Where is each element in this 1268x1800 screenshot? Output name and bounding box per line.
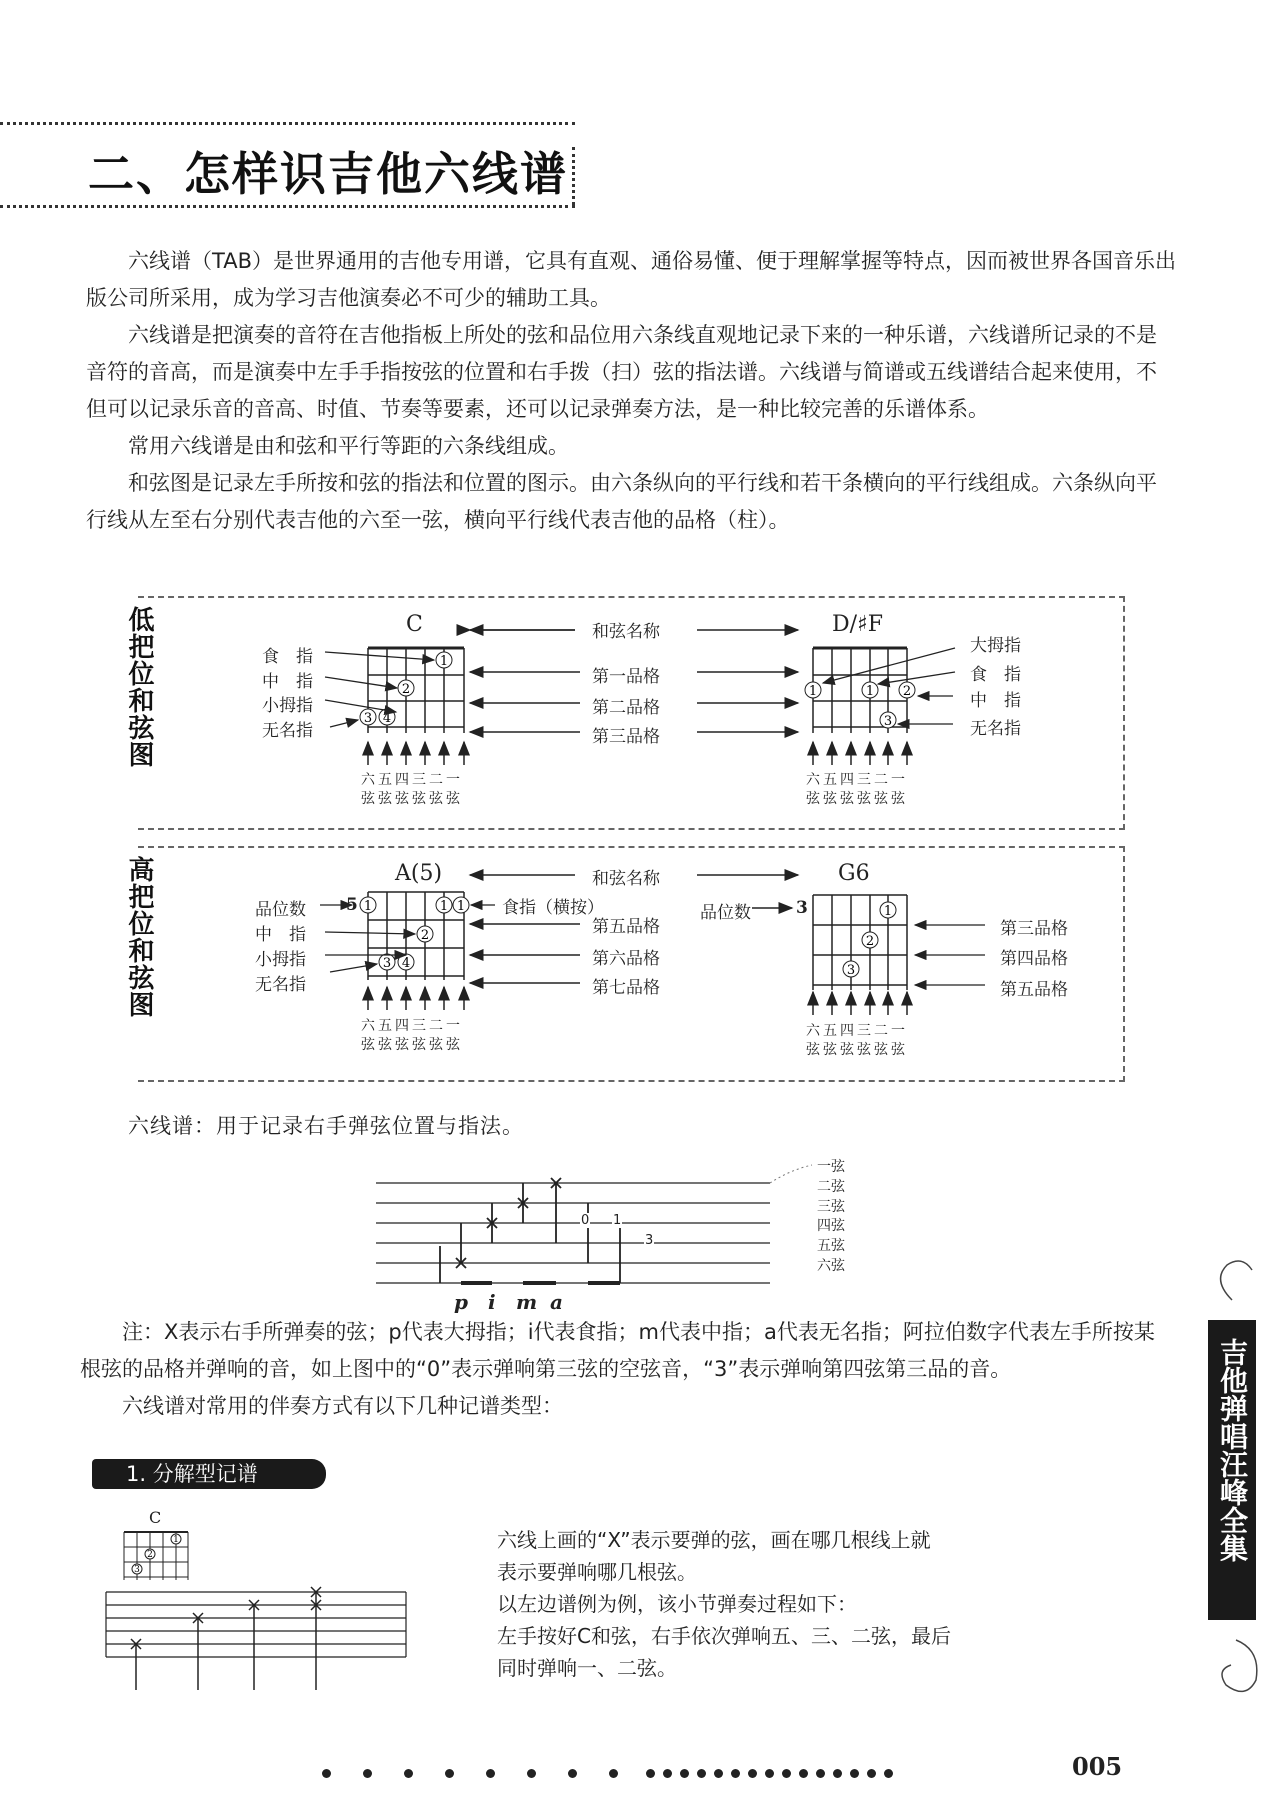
svg-text:4: 4: [401, 956, 411, 971]
fret-number-left: 5: [346, 895, 358, 915]
high-right-fret-2: 第五品格: [1000, 980, 1068, 1000]
svg-text:4: 4: [382, 711, 392, 726]
intro-paragraph-1: 六线谱（TAB）是世界通用的吉他专用谱，它具有直观、通俗易懂、便于理解掌握等特点，因而被世界各国音乐出版公司所采用，成为学习吉他演奏必不可少的辅助工具。: [86, 249, 1176, 310]
svg-text:1: 1: [883, 904, 893, 919]
svg-text:3: 3: [846, 963, 856, 978]
low-c-strings-bottom: 弦弦弦弦弦弦: [361, 791, 463, 807]
high-center-label-1: 第五品格: [592, 917, 660, 937]
small-chord-c-dots: [132, 1534, 181, 1575]
small-chord-name: C: [149, 1508, 162, 1527]
low-left-finger-2: 小拇指: [262, 696, 313, 716]
small-tab-notes: [131, 1587, 321, 1690]
svg-text:2: 2: [420, 928, 430, 943]
chord-name-dfsharp: D/♯F: [832, 612, 883, 637]
high-left-finger-3: 无名指: [255, 975, 306, 995]
low-center-label-3: 第三品格: [592, 727, 660, 747]
tab-finger-m: m: [516, 1290, 538, 1314]
tab-string-label-2: 二弦: [817, 1179, 845, 1195]
low-position-label: 低把位和弦图: [124, 606, 154, 768]
high-right-fret-0: 第三品格: [1000, 919, 1068, 939]
chord-name-a5: A(5): [395, 861, 443, 886]
high-left-finger-1: 中 指: [255, 925, 306, 945]
low-d-strings-bottom: 弦弦弦弦弦弦: [806, 791, 908, 807]
high-a-strings-top: 六五四三二一: [361, 1018, 463, 1034]
barre-label: 食指（横按）: [502, 898, 604, 918]
tab-string-label-4: 四弦: [817, 1218, 845, 1234]
page-title: 二、怎样识吉他六线谱: [88, 147, 568, 201]
section1-desc-line-2: 表示要弹响哪几根弦。: [497, 1560, 697, 1584]
tab-dotted-connector: [770, 1165, 812, 1183]
tab-string-label-3: 三弦: [817, 1199, 845, 1215]
low-left-finger-1: 中 指: [262, 672, 313, 692]
svg-text:1: 1: [439, 899, 449, 914]
tab-number-1: 1: [613, 1213, 622, 1228]
section1-description: [497, 1524, 951, 1684]
tab-string-label-6: 六弦: [817, 1258, 845, 1274]
chord-name-g6: G6: [838, 861, 870, 886]
svg-text:1: 1: [439, 654, 449, 669]
high-left-finger-0: 品位数: [255, 900, 306, 920]
low-center-label-0: 和弦名称: [592, 622, 660, 642]
tab-finger-a: a: [550, 1290, 563, 1314]
intro-paragraph-4: 和弦图是记录左手所按和弦的指法和位置的图示。由六条纵向的平行线和若干条横向的平行线组成。六条纵向平行线从左至右分别代表吉他的六至一弦，横向平行线代表吉他的品格（柱）。: [86, 471, 1157, 532]
note-paragraph-1: 注：X表示右手所弹奏的弦；p代表大拇指；i代表食指；m代表中指；a代表无名指；阿拉伯数字代表左手所按某根弦的品格并弹响的音，如上图中的“0”表示弹响第三弦的空弦音，“3”表示弹响第四弦第三品的音。: [80, 1320, 1155, 1381]
low-d-strings-top: 六五四三二一: [806, 772, 908, 788]
tab-intro-text: 六线谱：用于记录右手弹弦位置与指法。: [128, 1114, 524, 1138]
low-right-finger-3: 无名指: [970, 719, 1021, 739]
section1-desc-line-4: 左手按好C和弦，右手依次弹响五、三、二弦，最后: [497, 1624, 951, 1648]
chord-dfsharp-dots: [805, 682, 915, 729]
svg-text:2: 2: [902, 684, 912, 699]
intro-paragraph-3: 常用六线谱是由和弦和平行等距的六条线组成。: [128, 434, 569, 458]
svg-text:1: 1: [363, 899, 373, 914]
low-c-strings-top: 六五四三二一: [361, 772, 463, 788]
section1-desc-line-5: 同时弹响一、二弦。: [497, 1656, 677, 1680]
tab-string-label-1: 一弦: [817, 1159, 845, 1175]
high-g-strings-bottom: 弦弦弦弦弦弦: [806, 1042, 908, 1058]
book-side-tab: 吉他弹唱汪峰全集: [1208, 1320, 1256, 1620]
note-paragraph-2: 六线谱对常用的伴奏方式有以下几种记谱类型：: [122, 1394, 563, 1418]
high-left-finger-2: 小拇指: [255, 950, 306, 970]
high-center-label-0: 和弦名称: [592, 869, 660, 889]
section-heading-1: 1. 分解型记谱: [92, 1459, 326, 1489]
tab-staff-notes: [440, 1183, 620, 1283]
section1-desc-line-1: 六线上画的“X”表示要弹的弦，画在哪几根线上就: [497, 1528, 931, 1552]
small-tab-lines: [106, 1592, 406, 1657]
tab-finger-p: p: [454, 1290, 468, 1314]
position-label-right: 品位数: [700, 903, 751, 923]
low-right-finger-2: 中 指: [970, 691, 1021, 711]
svg-text:2: 2: [865, 934, 875, 949]
high-a-strings-bottom: 弦弦弦弦弦弦: [361, 1037, 463, 1053]
page-number: 005: [1072, 1752, 1123, 1781]
svg-text:1: 1: [808, 684, 818, 699]
low-center-label-2: 第二品格: [592, 698, 660, 718]
low-right-finger-1: 食 指: [970, 665, 1021, 685]
chord-dfsharp-string-arrows: [813, 742, 907, 765]
tab-finger-i: i: [488, 1290, 496, 1314]
chord-c-string-arrows: [368, 742, 464, 765]
high-position-label: 高把位和弦图: [124, 856, 154, 1018]
chord-name-c: C: [406, 612, 423, 637]
high-g-strings-top: 六五四三二一: [806, 1023, 908, 1039]
svg-text:1: 1: [865, 684, 875, 699]
svg-text:1: 1: [173, 1535, 179, 1545]
tab-string-label-5: 五弦: [817, 1238, 845, 1254]
low-center-label-1: 第一品格: [592, 667, 660, 687]
fret-number-right: 3: [796, 898, 808, 918]
svg-text:2: 2: [401, 682, 411, 697]
high-right-fret-1: 第四品格: [1000, 949, 1068, 969]
section1-desc-line-3: 以左边谱例为例，该小节弹奏过程如下：: [497, 1592, 857, 1616]
low-left-finger-3: 无名指: [262, 721, 313, 741]
svg-text:3: 3: [134, 1565, 140, 1575]
low-right-finger-0: 大拇指: [970, 636, 1021, 656]
svg-text:1: 1: [456, 899, 466, 914]
svg-text:3: 3: [883, 714, 893, 729]
tab-number-3: 3: [645, 1233, 654, 1248]
tab-number-0: 0: [581, 1213, 590, 1228]
high-center-label-3: 第七品格: [592, 978, 660, 998]
note-text: [80, 1314, 1175, 1425]
svg-text:2: 2: [147, 1550, 153, 1560]
svg-text:3: 3: [363, 711, 373, 726]
high-center-label-2: 第六品格: [592, 949, 660, 969]
low-left-finger-0: 食 指: [262, 647, 313, 667]
svg-text:3: 3: [382, 956, 392, 971]
tab-staff-lines: [376, 1183, 770, 1283]
intro-paragraph-2: 六线谱是把演奏的音符在吉他指板上所处的弦和品位用六条线直观地记录下来的一种乐谱，六线谱所记录的不是音符的音高，而是演奏中左手手指按弦的位置和右手拨（扫）弦的指法谱。六线谱与简谱或五线谱结合起来使用，不但可以记录乐音的音高、时值、节奏等要素，还可以记录弹奏方法，是一种比较完善的乐谱体系。: [86, 323, 1157, 421]
footer-dots: [322, 1763, 901, 1782]
